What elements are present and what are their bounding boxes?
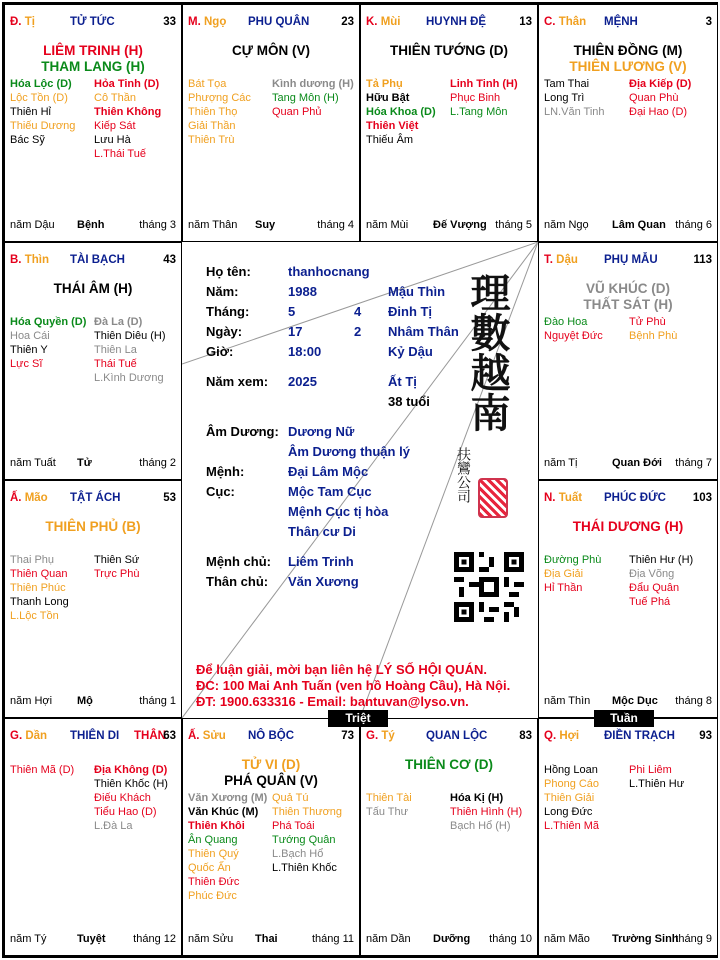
footer-year: năm Tị <box>544 457 578 469</box>
footer-year: năm Tý <box>10 933 47 945</box>
palace-age: 103 <box>692 492 712 504</box>
palace-age: 63 <box>163 730 176 742</box>
palace-name: NÔ BỘC <box>248 730 294 742</box>
footer-month: tháng 11 <box>311 933 354 945</box>
minor-star: Thái Tuế <box>94 358 137 370</box>
cell-footer <box>10 457 176 471</box>
minor-star: Thiên Việt <box>366 120 419 132</box>
horoscope-chart <box>2 2 718 958</box>
minor-stars-left <box>188 791 267 903</box>
palace-name: TÀI BẠCH <box>70 254 125 266</box>
cell-footer <box>544 219 712 233</box>
minor-star: Long Trì <box>544 92 585 104</box>
minor-star: Lực Sĩ <box>10 358 43 370</box>
day-can: Nhâm Thân <box>388 324 459 339</box>
cell-thin[interactable] <box>4 242 182 480</box>
footer-year: năm Ngọ <box>544 219 589 231</box>
minor-stars-left <box>544 77 605 119</box>
minor-stars-left <box>544 763 599 833</box>
footer-month: tháng 3 <box>139 219 176 231</box>
minor-star: Phục Binh <box>450 92 501 104</box>
minor-star: Giải Thần <box>188 120 236 132</box>
footer-month: tháng 4 <box>317 219 354 231</box>
month-label: Tháng: <box>206 304 250 319</box>
minor-star: Thiên Quan <box>10 568 68 580</box>
minor-star: Linh Tinh (H) <box>450 78 518 90</box>
minor-star: Thiên Tài <box>366 792 412 804</box>
main-star: THAM LANG (H) <box>41 59 145 74</box>
hour-value: 18:00 <box>288 344 322 359</box>
cell-header <box>188 16 354 32</box>
cell-than[interactable] <box>538 4 718 242</box>
main-star: THIÊN LƯƠNG (V) <box>569 59 687 74</box>
main-star: PHÁ QUÂN (V) <box>224 773 318 788</box>
center-info-panel <box>182 242 538 718</box>
main-star: THÁI ÂM (H) <box>53 281 133 296</box>
main-star: THẤT SÁT (H) <box>583 297 673 312</box>
minor-stars-right <box>94 763 168 833</box>
palace-age: 93 <box>699 730 712 742</box>
palace-name: PHU QUÂN <box>248 16 310 28</box>
minor-star: L.Tang Môn <box>450 106 508 118</box>
palace-position: Q. Hợi <box>544 730 580 742</box>
minor-stars-right <box>450 791 522 833</box>
cell-footer <box>10 219 176 233</box>
minor-stars-right <box>629 553 693 609</box>
palace-position: M. Ngọ <box>188 16 227 28</box>
minor-star: Tướng Quân <box>272 834 336 846</box>
cell-footer <box>544 457 712 471</box>
month-value: 5 <box>288 304 296 319</box>
cell-header <box>10 16 176 32</box>
minor-star: Phượng Các <box>188 92 251 104</box>
footer-month: tháng 12 <box>133 933 176 945</box>
view-year-value: 2025 <box>288 374 317 389</box>
footer-month: tháng 9 <box>675 933 712 945</box>
cell-hoi[interactable] <box>538 718 718 956</box>
minor-star: Thiên Phúc <box>10 582 66 594</box>
minor-star: Thiên Sứ <box>94 554 140 566</box>
footer-stage: Suy <box>255 219 276 231</box>
palace-age: 53 <box>163 492 176 504</box>
minor-star: Kình dương (H) <box>272 78 354 90</box>
amduong-label: Âm Dương: <box>206 424 279 439</box>
minor-star: Thiên Quý <box>188 848 239 860</box>
minor-star: Đại Hao (D) <box>629 106 688 118</box>
footer-month: tháng 2 <box>139 457 176 469</box>
minor-stars-left <box>10 553 69 623</box>
palace-position: T. Dậu <box>544 254 578 266</box>
cuc-note: Mệnh Cục tị hòa <box>288 504 389 519</box>
palace-age: 33 <box>163 16 176 28</box>
minor-stars-right <box>629 77 691 119</box>
tuan-badge: Tuần <box>594 710 654 727</box>
footer-month: tháng 5 <box>495 219 532 231</box>
cell-mao[interactable] <box>4 480 182 718</box>
palace-age: 83 <box>519 730 532 742</box>
minor-star: Hóa Lộc (D) <box>10 78 72 90</box>
footer-stage: Mộc Dục <box>612 695 658 707</box>
cell-header <box>10 730 176 746</box>
month-can: Đinh Tị <box>388 304 433 319</box>
minor-star: Tấu Thư <box>366 806 409 818</box>
palace-position: B. Thìn <box>10 254 49 266</box>
footer-month: tháng 7 <box>675 457 712 469</box>
cuc-value: Mộc Tam Cục <box>288 484 372 499</box>
minor-star: Hỉ Thần <box>544 582 583 594</box>
minor-star: Quan Phù <box>629 92 679 104</box>
palace-position: K. Mùi <box>366 16 401 28</box>
main-star: LIÊM TRINH (H) <box>43 43 143 58</box>
cell-footer <box>10 933 176 947</box>
day-label: Ngày: <box>206 324 243 339</box>
palace-name: QUAN LỘC <box>426 730 488 742</box>
palace-name: THIÊN DI <box>70 730 120 742</box>
cell-header <box>10 492 176 508</box>
cell-header <box>544 492 712 508</box>
cell-footer <box>366 933 532 947</box>
menh-row <box>206 464 526 479</box>
minor-star: Hữu Bật <box>366 92 410 104</box>
main-star: THÁI DƯƠNG (H) <box>572 519 684 534</box>
minor-stars-left <box>366 77 436 147</box>
minor-star: Bát Tọa <box>188 78 227 90</box>
minor-star: Đào Hoa <box>544 316 588 328</box>
minor-star: Văn Khúc (M) <box>188 806 259 818</box>
logo-calligraphy: 理數越南 <box>464 272 511 432</box>
minor-stars-right <box>94 315 166 385</box>
cell-footer <box>366 219 532 233</box>
menh-label: Mệnh: <box>206 464 245 479</box>
minor-stars-left <box>188 77 251 147</box>
minor-star: Hỏa Tinh (D) <box>94 78 160 90</box>
minor-stars-right <box>629 763 684 791</box>
minor-star: Tiểu Hao (D) <box>94 806 157 818</box>
footer-stage: Trường Sinh <box>612 933 679 945</box>
minor-star: Thiên Giải <box>544 792 595 804</box>
than-marker: THÂN <box>134 730 166 742</box>
cell-ngo[interactable] <box>182 4 360 242</box>
footer-stage: Lâm Quan <box>612 219 666 231</box>
contact-line-3: ĐT: 1900.633316 - Email: bantuvan@lyso.vn. <box>196 694 469 709</box>
cuc-label: Cục: <box>206 484 235 499</box>
footer-stage: Mộ <box>77 695 93 707</box>
cell-ty[interactable] <box>4 4 182 242</box>
footer-year: năm Hợi <box>10 695 53 707</box>
minor-star: Thiên Diêu (H) <box>94 330 166 342</box>
minor-star: L.Thái Tuế <box>94 148 146 160</box>
cell-dau[interactable] <box>538 242 718 480</box>
minor-star: Kiếp Sát <box>94 120 136 132</box>
minor-star: Địa Kiếp (D) <box>629 78 692 90</box>
cell-tuat[interactable] <box>538 480 718 718</box>
cell-ty-bottom[interactable] <box>360 718 538 956</box>
footer-month: tháng 1 <box>139 695 176 707</box>
minor-stars-left <box>10 77 75 147</box>
qr-code-icon[interactable] <box>454 552 524 622</box>
minor-star: L.Thiên Mã <box>544 820 600 832</box>
minor-star: Thiên Hỉ <box>10 106 51 118</box>
footer-stage: Tuyệt <box>77 933 106 945</box>
cell-header <box>366 16 532 32</box>
minor-star: Phi Liêm <box>629 764 672 776</box>
minor-stars-right <box>272 791 342 875</box>
footer-stage: Thai <box>255 933 278 945</box>
cell-footer <box>10 695 176 709</box>
minor-star: Thanh Long <box>10 596 69 608</box>
minor-star: Thiên Trù <box>188 134 235 146</box>
minor-star: L.Thiên Hư <box>629 778 685 790</box>
main-star: THIÊN ĐỒNG (M) <box>573 43 683 58</box>
palace-name: MỆNH <box>604 16 638 28</box>
palace-age: 23 <box>341 16 354 28</box>
footer-month: tháng 8 <box>675 695 712 707</box>
footer-year: năm Dần <box>366 933 411 945</box>
amduong-value: Dương Nữ <box>288 424 355 439</box>
minor-star: Đường Phù <box>544 554 602 566</box>
menh-value: Đại Lâm Mộc <box>288 464 369 479</box>
palace-age: 13 <box>519 16 532 28</box>
minor-star: Phong Cáo <box>544 778 600 790</box>
cell-dan[interactable] <box>4 718 182 956</box>
seal-text: 扶鸞公司 <box>455 447 471 503</box>
footer-year: năm Sửu <box>188 933 234 945</box>
minor-stars-right <box>629 315 677 343</box>
day-lunar: 2 <box>354 324 362 339</box>
minor-star: Điếu Khách <box>94 792 151 804</box>
main-star: CỰ MÔN (V) <box>232 43 310 58</box>
cell-header <box>188 730 354 746</box>
cell-footer <box>544 695 712 709</box>
palace-age: 113 <box>693 254 712 266</box>
year-label: Năm: <box>206 284 239 299</box>
minor-star: Văn Xương (M) <box>188 792 268 804</box>
cell-header <box>366 730 532 746</box>
thanchu-value: Văn Xương <box>288 574 359 589</box>
minor-star: Đà La (D) <box>94 316 143 328</box>
minor-star: Hóa Khoa (D) <box>366 106 436 118</box>
year-value: 1988 <box>288 284 317 299</box>
minor-star: LN.Văn Tinh <box>544 106 605 118</box>
footer-month: tháng 10 <box>489 933 532 945</box>
minor-star: Long Đức <box>544 806 593 818</box>
minor-star: Thiên Hình (H) <box>450 806 523 818</box>
minor-star: Thiên Đức <box>188 876 240 888</box>
minor-star: Cô Thần <box>94 92 136 104</box>
minor-stars-left <box>10 315 86 371</box>
main-star: VŨ KHÚC (D) <box>586 281 670 296</box>
palace-name: TỬ TỨC <box>70 16 115 28</box>
palace-name: HUYNH ĐỆ <box>426 16 487 28</box>
triet-badge: Triệt <box>328 710 388 727</box>
minor-star: Tuế Phá <box>629 596 671 608</box>
menhchu-value: Liêm Trinh <box>288 554 354 569</box>
contact-line-2: ĐC: 100 Mai Anh Tuấn (ven hồ Hoàng Cầu), Hà Nội. <box>196 678 511 693</box>
minor-star: Quốc Ấn <box>188 862 231 874</box>
footer-year: năm Tuất <box>10 457 56 469</box>
minor-star: L.Thiên Khốc <box>272 862 337 874</box>
minor-stars-right <box>94 77 161 161</box>
minor-star: L.Kình Dương <box>94 372 164 384</box>
palace-age: 43 <box>163 254 176 266</box>
palace-position: Ấ. Sửu <box>188 730 226 742</box>
footer-year: năm Thìn <box>544 695 591 707</box>
minor-star: Lưu Hà <box>94 134 131 146</box>
minor-star: Phá Toái <box>272 820 315 832</box>
red-seal-icon <box>478 478 508 518</box>
minor-star: Thiên Khốc (H) <box>94 778 168 790</box>
minor-star: Thiên La <box>94 344 137 356</box>
month-lunar: 4 <box>354 304 362 319</box>
main-star: THIÊN PHỦ (B) <box>45 519 141 534</box>
minor-star: Bác Sỹ <box>10 134 45 146</box>
minor-star: Thiên Hư (H) <box>629 554 694 566</box>
minor-star: Hoa Cái <box>10 330 50 342</box>
cell-header <box>544 254 712 270</box>
menhchu-label: Mệnh chủ: <box>206 554 271 569</box>
minor-star: Hồng Loan <box>544 764 598 776</box>
cell-footer <box>188 219 354 233</box>
palace-position: G. Tý <box>366 730 395 742</box>
palace-age: 73 <box>341 730 354 742</box>
minor-star: Ân Quang <box>188 834 238 846</box>
main-star: TỬ VI (D) <box>241 757 301 772</box>
cell-mui[interactable] <box>360 4 538 242</box>
minor-star: Thiên Khôi <box>188 820 245 832</box>
minor-star: Thiếu Âm <box>366 134 414 146</box>
minor-star: Trực Phù <box>94 568 140 580</box>
palace-name: TẬT ÁCH <box>70 492 121 504</box>
minor-star: Quả Tú <box>272 792 309 804</box>
cell-header <box>10 254 176 270</box>
minor-star: Tam Thai <box>544 78 590 90</box>
hour-can: Kỷ Dậu <box>388 344 433 359</box>
minor-star: Đẩu Quân <box>629 582 680 594</box>
minor-star: Tả Phụ <box>366 78 403 90</box>
footer-year: năm Mão <box>544 933 590 945</box>
contact-line-1: Để luận giải, mời bạn liên hệ LÝ SỐ HỘI QUÁN. <box>196 662 487 677</box>
minor-stars-right <box>94 553 139 581</box>
minor-star: Nguyệt Đức <box>544 330 603 342</box>
minor-star: Bạch Hổ (H) <box>450 820 511 832</box>
palace-name: ĐIỀN TRẠCH <box>604 730 675 742</box>
footer-year: năm Thân <box>188 219 238 231</box>
minor-star: Thiên Y <box>10 344 48 356</box>
minor-star: Phúc Đức <box>188 890 237 902</box>
palace-position: Đ. Tị <box>10 16 35 28</box>
footer-stage: Bệnh <box>77 219 105 231</box>
minor-star: Hóa Kị (H) <box>450 792 504 804</box>
main-star: THIÊN CƠ (D) <box>404 757 493 772</box>
main-star: THIÊN TƯỚNG (D) <box>390 43 508 58</box>
cell-footer <box>544 933 712 947</box>
palace-name: PHÚC ĐỨC <box>604 492 666 504</box>
minor-star: L.Đà La <box>94 820 133 832</box>
minor-stars-right <box>272 77 354 119</box>
minor-stars-right <box>450 77 518 119</box>
view-year-can: Ất Tị <box>388 374 417 389</box>
hour-label: Giờ: <box>206 344 234 359</box>
minor-star: Hóa Quyền (D) <box>10 316 87 328</box>
minor-star: Thiếu Dương <box>10 120 76 132</box>
minor-star: L.Lộc Tồn <box>10 610 59 622</box>
amduong-note: Âm Dương thuận lý <box>288 444 410 459</box>
footer-year: năm Mùi <box>366 219 409 231</box>
footer-month: tháng 6 <box>675 219 712 231</box>
palace-name: PHỤ MẪU <box>604 254 658 266</box>
cell-header <box>544 16 712 32</box>
minor-star: L.Bạch Hổ <box>272 848 324 860</box>
year-can: Mậu Thìn <box>388 284 446 299</box>
minor-star: Thiên Không <box>94 106 162 118</box>
cell-footer <box>188 933 354 947</box>
minor-stars-left <box>10 763 74 777</box>
minor-star: Địa Võng <box>629 568 675 580</box>
palace-position: N. Tuất <box>544 492 583 504</box>
palace-position: G. Dần <box>10 730 48 742</box>
palace-position: C. Thân <box>544 16 587 28</box>
minor-stars-left <box>366 791 412 819</box>
name-row <box>206 264 370 279</box>
footer-stage: Đế Vượng <box>433 219 487 231</box>
palace-position: Ấ. Mão <box>10 492 48 504</box>
name-value: thanhocnang <box>288 264 370 279</box>
minor-star: Thiên Thương <box>272 806 343 818</box>
view-year-label: Năm xem: <box>206 374 269 389</box>
minor-star: Quan Phủ <box>272 106 322 118</box>
footer-stage: Dưỡng <box>433 933 471 945</box>
minor-star: Bệnh Phù <box>629 330 678 342</box>
day-value: 17 <box>288 324 303 339</box>
footer-year: năm Dậu <box>10 219 55 231</box>
minor-star: Thai Phụ <box>10 554 55 566</box>
age-value: 38 tuổi <box>388 394 430 409</box>
minor-star: Thiên Thọ <box>188 106 238 118</box>
footer-stage: Quan Đới <box>612 457 662 469</box>
footer-stage: Tử <box>77 457 92 469</box>
minor-star: Lộc Tồn (D) <box>10 92 68 104</box>
palace-age: 3 <box>705 16 712 28</box>
minor-stars-left <box>544 553 601 595</box>
thanchu-label: Thân chủ: <box>206 574 269 589</box>
minor-star: Địa Không (D) <box>94 764 168 776</box>
minor-star: Tang Môn (H) <box>272 92 339 104</box>
minor-star: Tử Phù <box>629 316 666 328</box>
cell-suu[interactable] <box>182 718 360 956</box>
than-cu-note: Thân cư Di <box>288 524 356 539</box>
cell-header <box>544 730 712 746</box>
minor-star: Địa Giải <box>544 568 584 580</box>
minor-star: Thiên Mã (D) <box>10 764 75 776</box>
name-label: Họ tên: <box>206 264 251 279</box>
minor-stars-left <box>544 315 603 343</box>
